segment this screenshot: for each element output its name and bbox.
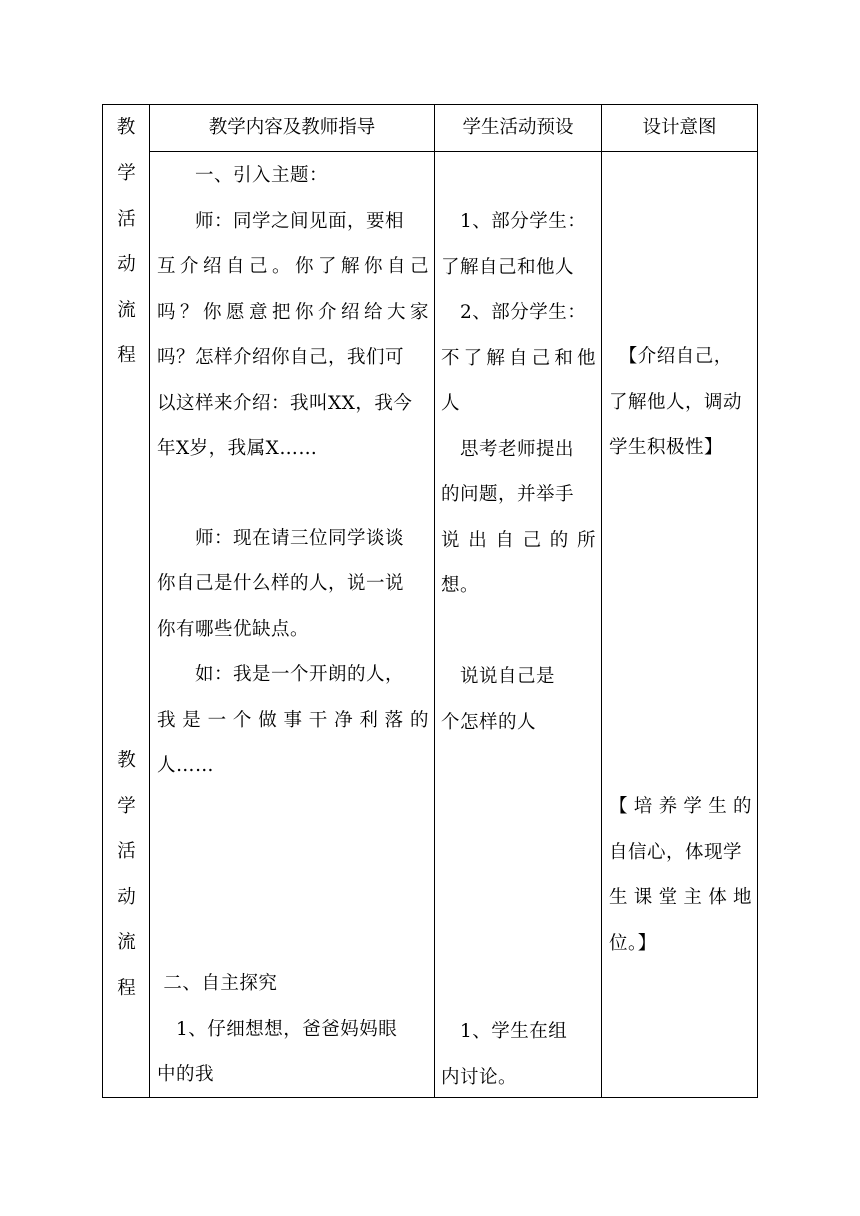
text-line: 不了解自己和他 <box>441 347 596 369</box>
student-activity-cell <box>441 199 596 745</box>
text-line: 生课堂主体地 <box>609 887 752 908</box>
side-label-teaching-process-2 <box>103 738 150 1012</box>
design-intent-cell-2 <box>609 784 752 966</box>
text-line: 说出自己的所 <box>441 529 596 551</box>
text-line: 互介绍自己。你了解你自己 <box>157 256 429 277</box>
text-line: 1、仔细想想，爸爸妈妈眼 <box>157 1018 398 1040</box>
student-activity-cell-2 <box>441 1009 596 1100</box>
text-line: 1、部分学生： <box>441 211 587 232</box>
side-label-char: 活 <box>117 841 136 863</box>
text-line: 人…… <box>157 755 215 776</box>
lesson-plan-table <box>102 104 758 1098</box>
side-label-char: 动 <box>117 254 136 276</box>
text-line: 自信心，体现学 <box>609 841 743 863</box>
text-line: 【介绍自己， <box>609 346 733 367</box>
side-label-teaching-process-1 <box>103 151 150 379</box>
text-line: 人 <box>441 393 461 414</box>
text-line: 2、部分学生： <box>441 302 587 323</box>
text-line: 如：我是一个开朗的人， <box>157 664 405 685</box>
text-line: 1、学生在组 <box>441 1021 568 1042</box>
text-line: 师：现在请三位同学谈谈 <box>157 527 405 549</box>
side-label-char: 动 <box>117 886 136 908</box>
header-student-activity: 学生活动预设 <box>462 117 574 138</box>
text-line: 想。 <box>441 575 480 596</box>
text-line: 你自己是什么样的人，说一说 <box>157 573 405 594</box>
text-line: 中的我 <box>157 1064 215 1085</box>
text-line: 我是一个做事干净利落的 <box>157 709 429 731</box>
side-label-char: 流 <box>117 299 136 321</box>
side-label-char: 教 <box>117 750 136 771</box>
column-divider <box>601 105 602 1097</box>
text-line: 了解他人，调动 <box>609 391 743 413</box>
header-design-intent: 设计意图 <box>642 117 717 138</box>
text-line: 说说自己是 <box>441 666 556 687</box>
text-line: 吗？怎样介绍你自己，我们可 <box>157 347 405 368</box>
text-line: 内讨论。 <box>441 1066 518 1088</box>
design-intent-cell <box>609 334 752 471</box>
text-line: 了解自己和他人 <box>441 256 575 278</box>
side-label-char: 学 <box>117 795 136 817</box>
teacher-guidance-cell-2 <box>157 961 429 1098</box>
text-line: 你有哪些优缺点。 <box>157 618 310 640</box>
text-line: 的问题，并举手 <box>441 484 575 505</box>
side-label-char: 程 <box>117 345 136 367</box>
text-line: 以这样来介绍：我叫XX，我今 <box>157 392 413 414</box>
text-line: 年X岁，我属X…… <box>157 438 318 459</box>
text-line: 一、引入主题： <box>157 165 329 186</box>
side-label-char: 程 <box>117 977 136 999</box>
text-line: 学生积极性】 <box>609 437 724 458</box>
column-divider <box>434 105 435 1097</box>
text-line: 【培养学生的 <box>609 796 752 817</box>
text-line: 个怎样的人 <box>441 711 537 733</box>
text-line: 位。】 <box>609 932 657 954</box>
header-teacher-guidance: 教学内容及教师指导 <box>208 117 376 138</box>
side-label-header: 教 <box>116 117 136 138</box>
header-divider <box>150 151 757 152</box>
side-label-char: 流 <box>117 932 136 954</box>
text-line: 思考老师提出 <box>441 438 575 460</box>
text-line: 师：同学之间见面，要相 <box>157 210 405 232</box>
text-line: 吗？你愿意把你介绍给大家 <box>157 301 429 323</box>
teacher-guidance-cell <box>157 153 429 789</box>
text-line: 二、自主探究 <box>157 973 278 994</box>
side-label-char: 学 <box>117 163 136 184</box>
side-label-char: 活 <box>117 208 136 230</box>
